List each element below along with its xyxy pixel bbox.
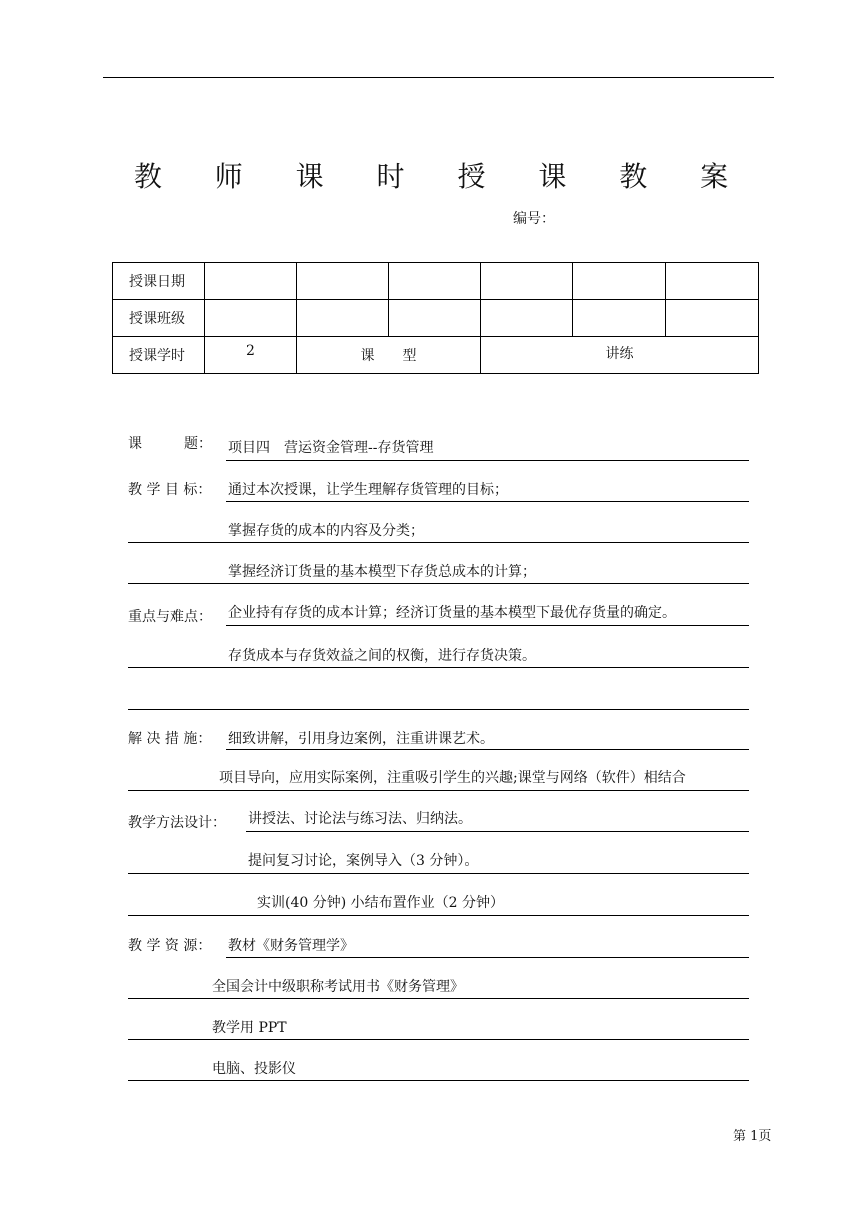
solutions-label: 解 决 措 施：	[128, 731, 212, 747]
method-line: 实训(40 分钟) 小结布置作业（2 分钟）	[257, 895, 504, 911]
table-cell	[389, 263, 481, 300]
resource-line: 电脑、投影仪	[212, 1061, 296, 1077]
type-value: 讲练	[605, 346, 634, 362]
page-number: 第 1页	[733, 1129, 772, 1144]
key-point-line: 企业持有存货的成本计算；经济订货量的基本模型下最优存货量的确定。	[228, 605, 676, 621]
underline	[226, 625, 749, 626]
key-point-line: 存货成本与存货效益之间的权衡，进行存货决策。	[228, 648, 536, 664]
key-points-label: 重点与难点：	[128, 609, 212, 625]
method-line: 提问复习讨论，案例导入（3 分钟）。	[248, 853, 479, 869]
resource-line: 教学用 PPT	[212, 1020, 287, 1036]
objective-line: 通过本次授课，让学生理解存货管理的目标；	[228, 482, 508, 498]
underline	[128, 583, 749, 584]
underline	[128, 873, 749, 874]
table-row	[113, 337, 759, 374]
course-info-table	[112, 262, 759, 374]
resource-line: 教材《财务管理学》	[228, 938, 354, 954]
objective-line: 掌握存货的成本的内容及分类；	[228, 523, 424, 539]
class-label: 授课班级	[113, 300, 205, 337]
methods-label: 教学方法设计：	[128, 815, 226, 831]
topic-value: 项目四 营运资金管理--存货管理	[228, 440, 434, 456]
header-rule	[103, 77, 774, 78]
table-cell	[481, 263, 573, 300]
type-value-cell	[481, 337, 759, 374]
underline	[128, 998, 749, 999]
table-cell	[297, 263, 389, 300]
table-cell	[481, 300, 573, 337]
document-number-label: 编号：	[513, 211, 555, 227]
table-row	[113, 263, 759, 300]
hours-cell	[205, 337, 297, 374]
type-label-cell	[297, 337, 481, 374]
solution-line: 项目导向，应用实际案例，注重吸引学生的兴趣;课堂与网络（软件）相结合	[219, 770, 686, 786]
underline	[128, 667, 749, 668]
type-label: 课 型	[360, 348, 417, 364]
topic-label: 课 题：	[128, 436, 212, 452]
underline	[128, 709, 749, 710]
underline	[226, 957, 749, 958]
table-cell	[205, 300, 297, 337]
document-title: 教 师 课 时 授 课 教 案	[133, 160, 751, 193]
underline	[226, 749, 749, 750]
underline	[128, 1039, 749, 1040]
underline	[128, 542, 749, 543]
solution-line: 细致讲解，引用身边案例，注重讲课艺术。	[228, 731, 494, 747]
resources-label: 教 学 资 源：	[128, 938, 212, 954]
table-row	[113, 300, 759, 337]
underline	[226, 501, 749, 502]
underline	[226, 460, 749, 461]
table-cell	[573, 263, 666, 300]
underline	[128, 790, 749, 791]
underline	[128, 915, 749, 916]
table-cell	[573, 300, 666, 337]
table-cell	[666, 263, 759, 300]
hours-label: 授课学时	[113, 337, 205, 374]
resource-line: 全国会计中级职称考试用书《财务管理》	[212, 979, 464, 995]
underline	[128, 1080, 749, 1081]
date-label: 授课日期	[113, 263, 205, 300]
underline	[246, 831, 749, 832]
table-cell	[205, 263, 297, 300]
table-cell	[297, 300, 389, 337]
objectives-label: 教 学 目 标：	[128, 482, 212, 498]
table-cell	[666, 300, 759, 337]
objective-line: 掌握经济订货量的基本模型下存货总成本的计算；	[228, 564, 536, 580]
hours-value: 2	[246, 343, 255, 359]
table-cell	[389, 300, 481, 337]
method-line: 讲授法、讨论法与练习法、归纳法。	[248, 811, 472, 827]
